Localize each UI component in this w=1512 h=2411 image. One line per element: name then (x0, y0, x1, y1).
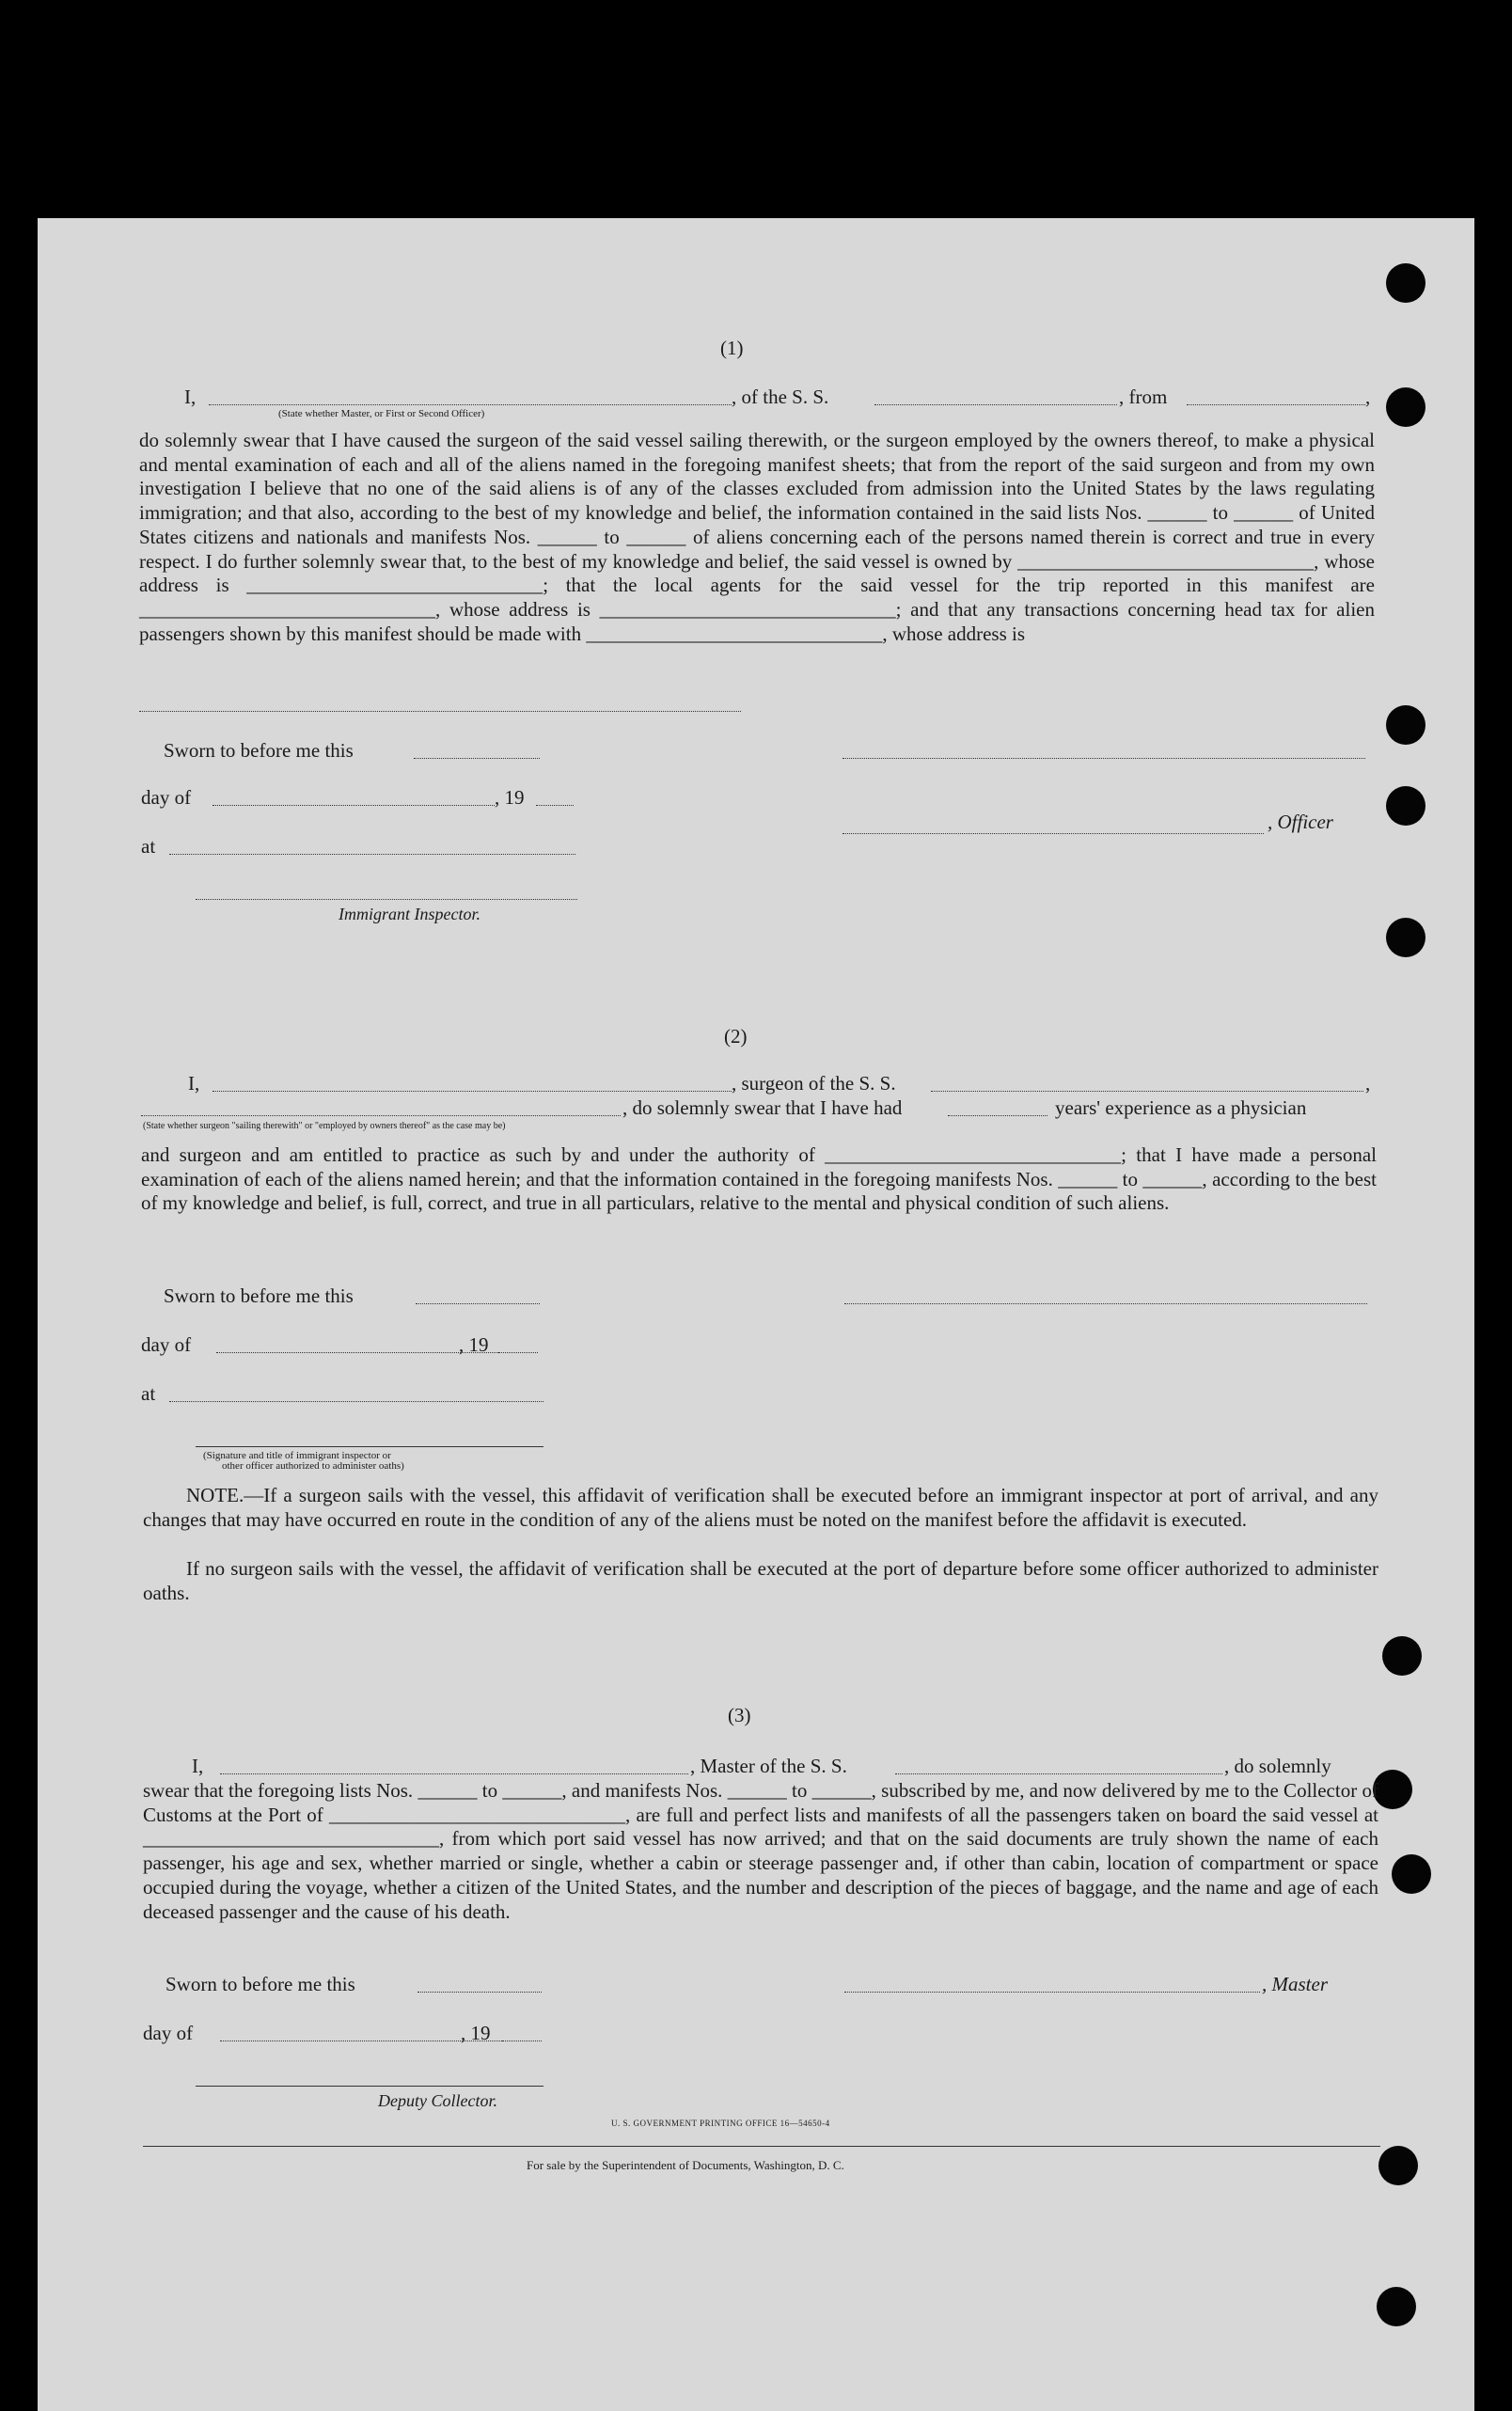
s1-name-line (209, 404, 732, 405)
punch-hole (1373, 1770, 1412, 1809)
s2-note-label: NOTE. (186, 1484, 244, 1506)
s1-day-line (213, 805, 495, 806)
s1-signature-line (843, 758, 1365, 759)
s2-day-line (216, 1352, 498, 1353)
s1-inspector-label: Immigrant Inspector. (339, 905, 480, 923)
s2-years-line (948, 1115, 1047, 1116)
s1-i: I, (184, 386, 197, 408)
s3-sworn: Sworn to before me this (165, 1973, 355, 1995)
s2-at-line (169, 1401, 543, 1402)
punch-hole (1392, 1854, 1431, 1894)
s2-do-swear: , do solemnly swear that I have had (622, 1096, 903, 1119)
footer-rule (143, 2146, 1380, 2147)
s1-master-note: (State whether Master, or First or Second Officer) (278, 408, 485, 419)
s1-sworn-line (414, 758, 540, 759)
s2-sworn: Sworn to before me this (164, 1284, 354, 1307)
s3-name-line (220, 1773, 688, 1774)
punch-hole (1386, 387, 1425, 427)
s1-from-line (1187, 404, 1365, 405)
s1-sworn: Sworn to before me this (164, 739, 354, 762)
s1-inspector-line (196, 899, 577, 900)
punch-hole (1378, 2146, 1418, 2185)
s1-year-line (536, 805, 574, 806)
s2-sworn-line (416, 1303, 540, 1304)
sale-notice: For sale by the Superintendent of Documents, Washington, D. C. (527, 2158, 844, 2172)
s2-day-of: day of (141, 1333, 192, 1356)
s3-i: I, (192, 1755, 204, 1777)
s3-day-of: day of (143, 2022, 194, 2044)
s1-at-line (169, 854, 575, 855)
s2-year-line (498, 1352, 538, 1353)
s1-officer: , Officer (1268, 811, 1333, 833)
s3-vessel-line (895, 1773, 1222, 1774)
s3-do-solemnly: , do solemnly (1224, 1755, 1331, 1777)
s2-vessel-line (931, 1091, 1363, 1092)
section-3-heading: (3) (728, 1704, 751, 1726)
s2-oath-body: and surgeon and am entitled to practice as such by and under the authority of ______________________________; that I have made a personal examination of each of the aliens named herein; and that the information contained in the foregoing manifests Nos. ______ to ______, according to the best of my knowledge and belief, is full, correct, and true in all particulars, relative to the mental and physical condition of such aliens. (141, 1143, 1377, 1215)
s1-day-of: day of (141, 786, 192, 809)
s1-comma: , (1365, 386, 1371, 408)
s2-i: I, (188, 1072, 200, 1095)
s1-address-line (139, 711, 741, 712)
s1-from: , from (1119, 386, 1168, 408)
section-2-heading: (2) (724, 1025, 748, 1048)
s1-officer-line (843, 833, 1264, 834)
punch-hole (1386, 918, 1425, 957)
s2-signature-line (844, 1303, 1367, 1304)
s3-master-of: , Master of the S. S. (690, 1755, 847, 1777)
s2-surgeon-of: , surgeon of the S. S. (732, 1072, 896, 1095)
s1-vessel-line (874, 404, 1117, 405)
s2-surgeon-note: (State whether surgeon "sailing therewith" or "employed by owners thereof" as the case may be) (143, 1121, 506, 1131)
s1-year: , 19 (495, 786, 525, 809)
punch-hole (1386, 263, 1425, 303)
s2-sig-note-1: (Signature and title of immigrant inspector or (203, 1450, 391, 1461)
s2-year: , 19 (459, 1333, 489, 1356)
s2-years: years' experience as a physician (1055, 1096, 1307, 1119)
s3-sworn-line (417, 1992, 542, 1993)
s2-status-line (141, 1115, 621, 1116)
s3-year: , 19 (461, 2022, 491, 2044)
s1-oath-body: do solemnly swear that I have caused the surgeon of the said vessel sailing therewith, or the surgeon employed by the owners thereof, to make a physical and mental examination of each and all of the aliens named in the foregoing manifest sheets; that from the report of the said surgeon and from my own investigation I believe that no one of the said aliens is of any of the classes excluded from admission into the United States by the laws regulating immigration; and that also, according to the best of my knowledge and belief, the information contained in the said lists Nos. ______ to ______ of United States citizens and nationals and manifests Nos. ______ to ______ of aliens concerning each of the persons named therein is correct and true in every respect. I do further solemnly swear that, to the best of my knowledge and belief, the said vessel is owned by ______________________________, whose address is ______________________________; that the local agents for the said vessel for the trip reported in this manifest are ______________________________, whose address is ______________________________; and that any transactions concerning head tax for alien passengers shown by this manifest should be made with ______________________________, whose address is (139, 429, 1375, 645)
punch-hole (1377, 2287, 1416, 2326)
s3-oath-body: swear that the foregoing lists Nos. ______ to ______, and manifests Nos. ______ to ______, subscribed by me, and now delivered by me to the Collector of Customs at the Port of ______________________________, are full and perfect lists and manifests of all the passengers taken on board the said vessel at ______________________________, from which port said vessel has now arrived; and that on the said documents are truly shown the name of each passenger, his age and sex, whether married or single, whether a cabin or steerage passenger and, if other than cabin, location of compartment or space occupied during the voyage, whether a citizen of the United States, and the number and description of the pieces of baggage, and the name and age of each deceased passenger and the cause of his death. (143, 1779, 1378, 1923)
s3-deputy-line (196, 2086, 543, 2087)
s2-sig-rule (196, 1446, 543, 1447)
s2-note-paragraph-2: If no surgeon sails with the vessel, the affidavit of verification shall be executed at the port of departure before some officer authorized to administer oaths. (143, 1557, 1378, 1604)
s2-comma: , (1365, 1072, 1371, 1095)
s3-deputy-label: Deputy Collector. (378, 2091, 497, 2110)
s2-name-line (213, 1091, 732, 1092)
s3-master-line (844, 1992, 1260, 1993)
s3-master: , Master (1262, 1973, 1328, 1995)
s1-at: at (141, 835, 156, 858)
section-1-heading: (1) (720, 337, 744, 359)
s2-note-paragraph (143, 1484, 1378, 1532)
form-page (38, 218, 1474, 2411)
s2-note-text-1: —If a surgeon sails with the vessel, this affidavit of verification shall be executed before an immigrant inspector at port of arrival, and any changes that may have occurred en route in the condition of any of the aliens must be noted on the manifest before the affidavit is executed. (143, 1484, 1378, 1531)
s2-sig-note-2: other officer authorized to administer oaths) (222, 1460, 404, 1472)
s1-of-ss: , of the S. S. (732, 386, 829, 408)
s2-at: at (141, 1382, 156, 1405)
gpo-imprint: U. S. GOVERNMENT PRINTING OFFICE 16—54650-4 (611, 2119, 830, 2128)
punch-hole (1386, 786, 1425, 826)
punch-hole (1386, 705, 1425, 745)
punch-hole (1382, 1636, 1422, 1676)
